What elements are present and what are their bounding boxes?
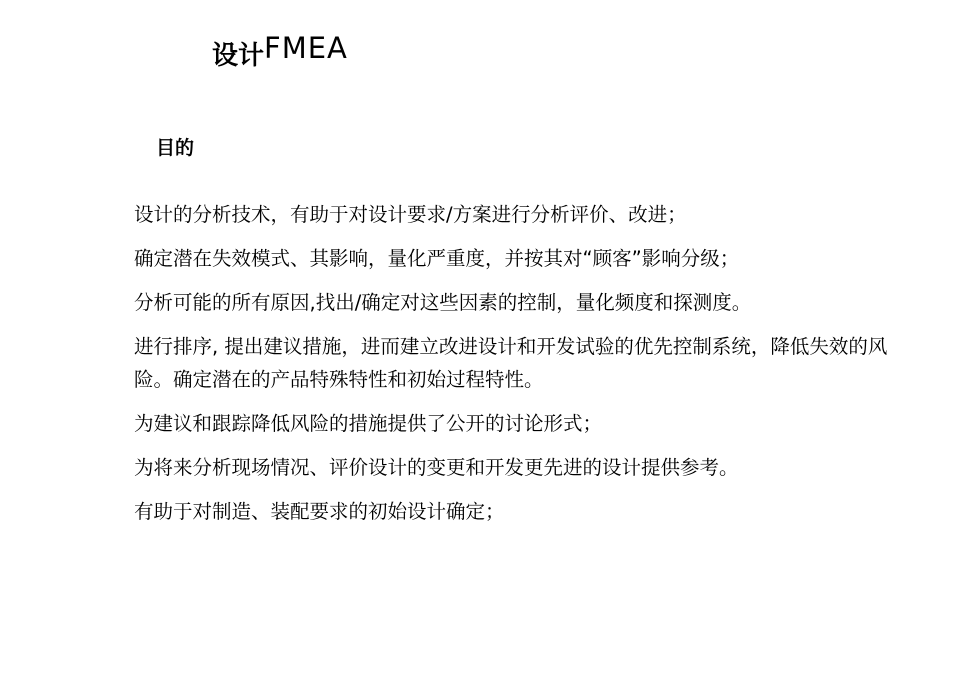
purpose-item: 进行排序, 提出建议措施，进而建立改进设计和开发试验的优先控制系统，降低失效的风险。确定潜在的产品特殊特性和初始过程特性。 [134, 335, 888, 391]
slide-title-en: FMEA [264, 31, 348, 65]
purpose-list [134, 198, 914, 539]
slide-title [212, 31, 348, 71]
purpose-item: 为将来分析现场情况、评价设计的变更和开发更先进的设计提供参考。 [134, 456, 739, 479]
purpose-item: 确定潜在失效模式、其影响，量化严重度，并按其对“顾客”影响分级； [134, 247, 740, 270]
purpose-item: 有助于对制造、装配要求的初始设计确定； [134, 500, 505, 523]
slide-title-cn: 设计 [212, 41, 265, 71]
section-heading: 目的 [156, 137, 195, 159]
purpose-item: 设计的分析技术，有助于对设计要求/方案进行分析评价、改进； [134, 203, 687, 226]
purpose-item: 为建议和跟踪降低风险的措施提供了公开的讨论形式； [134, 412, 603, 435]
purpose-item: 分析可能的所有原因,找出/确定对这些因素的控制，量化频度和探测度。 [134, 291, 752, 314]
